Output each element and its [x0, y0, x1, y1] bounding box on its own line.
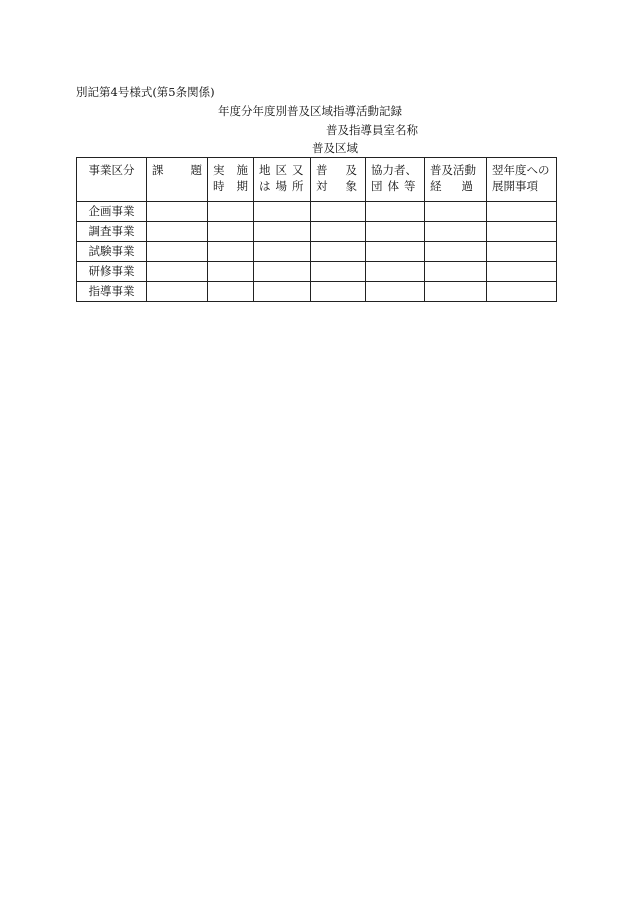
table-cell: [425, 222, 487, 242]
table-cell: [366, 282, 425, 302]
table-cell: [311, 242, 366, 262]
office-name-label: 普及指導員室名称: [326, 123, 418, 137]
table-cell: [254, 242, 311, 262]
table-cell: [487, 262, 557, 282]
table-cell: [425, 242, 487, 262]
table-row: [77, 282, 557, 302]
table-cell: [208, 242, 254, 262]
table-cell: [311, 202, 366, 222]
extension-area-label: 普及区域: [312, 141, 358, 155]
table-row: [77, 202, 557, 222]
row-category: 指導事業: [77, 282, 147, 302]
table-cell: [366, 262, 425, 282]
table-cell: [366, 242, 425, 262]
table-cell: [254, 202, 311, 222]
table-cell: [425, 202, 487, 222]
header-cooperators-groups: 協力者、 団体等: [366, 158, 425, 202]
table-cell: [487, 282, 557, 302]
header-activity-progress: 普及活動 経過: [425, 158, 487, 202]
header-business-category: 事業区分: [77, 158, 147, 202]
document-title: 年度分年度別普及区域指導活動記録: [218, 104, 402, 118]
table-cell: [147, 202, 208, 222]
header-subject: [147, 158, 208, 202]
table-cell: [425, 282, 487, 302]
header-subject-text: [152, 162, 202, 178]
table-cell: [487, 202, 557, 222]
table-cell: [311, 222, 366, 242]
activity-record-table: [76, 157, 557, 302]
header-extension-target: 普及 対象: [311, 158, 366, 202]
table-header-row: [77, 158, 557, 202]
table-cell: [147, 242, 208, 262]
header-subject-char: 課: [152, 163, 164, 177]
table-cell: [254, 222, 311, 242]
row-category: 研修事業: [77, 262, 147, 282]
table-cell: [147, 282, 208, 302]
table-cell: [208, 282, 254, 302]
header-subject-char: 題: [190, 163, 202, 177]
table-cell: [254, 262, 311, 282]
table-cell: [487, 242, 557, 262]
table-cell: [208, 222, 254, 242]
row-category: 調査事業: [77, 222, 147, 242]
table-cell: [208, 202, 254, 222]
table-cell: [425, 262, 487, 282]
table-cell: [311, 282, 366, 302]
row-category: 試験事業: [77, 242, 147, 262]
header-district-or-place: 地区又 は場所: [254, 158, 311, 202]
table-row: [77, 222, 557, 242]
header-implementation-period: 実施 時期: [208, 158, 254, 202]
form-number-label: 別記第4号様式(第5条関係): [76, 85, 215, 99]
row-category: 企画事業: [77, 202, 147, 222]
table-cell: [366, 202, 425, 222]
table-cell: [366, 222, 425, 242]
table-cell: [487, 222, 557, 242]
table-cell: [208, 262, 254, 282]
table-row: [77, 242, 557, 262]
table-cell: [311, 262, 366, 282]
table-cell: [147, 222, 208, 242]
header-next-year-items: 翌年度への 展開事項: [487, 158, 557, 202]
table-row: [77, 262, 557, 282]
table-cell: [147, 262, 208, 282]
table-cell: [254, 282, 311, 302]
